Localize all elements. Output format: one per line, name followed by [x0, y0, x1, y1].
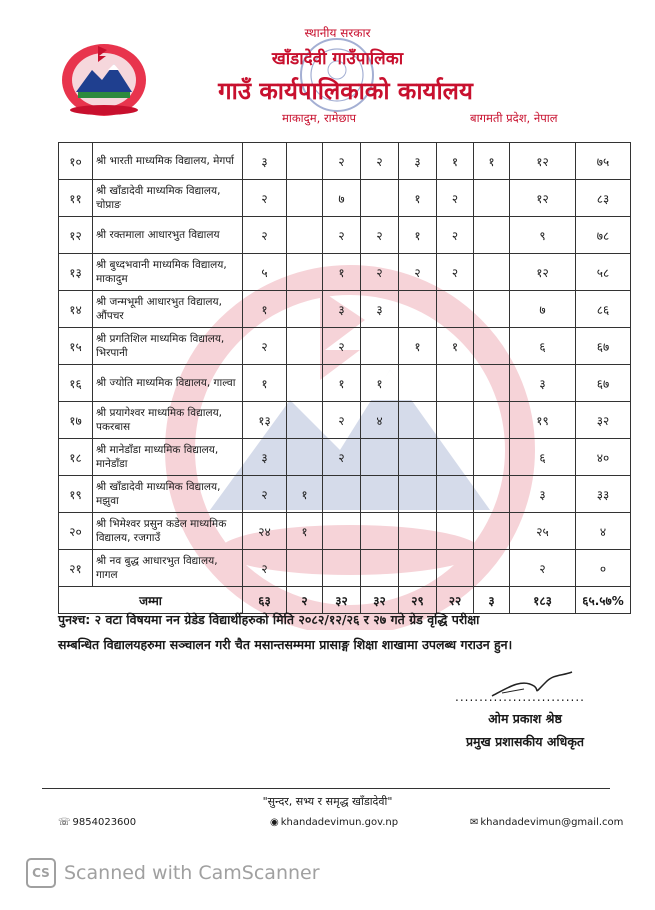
table-cell: [437, 513, 474, 550]
table-cell: [287, 291, 323, 328]
globe-icon: ◉: [270, 817, 279, 828]
table-cell: [437, 365, 474, 402]
school-name: श्री नव बुद्ध आधारभुत विद्यालय, गागल: [93, 550, 243, 587]
mail-icon: ✉: [470, 817, 479, 828]
table-cell: २: [323, 402, 361, 439]
website-text[interactable]: khandadevimun.gov.np: [280, 817, 399, 828]
school-name: श्री ज्योति माध्यमिक विद्यालय, गाल्वा: [93, 365, 243, 402]
results-table: [58, 142, 631, 614]
table-cell: २: [361, 254, 399, 291]
total-cell: २: [287, 587, 323, 614]
table-cell: १: [437, 143, 474, 180]
table-cell: ३: [243, 439, 287, 476]
table-cell: [287, 254, 323, 291]
table-cell: [474, 550, 510, 587]
table-cell: [474, 180, 510, 217]
school-name: श्री रक्तमाला आधारभुत विद्यालय: [93, 217, 243, 254]
table-cell: [437, 291, 474, 328]
postscript-note: [58, 607, 618, 657]
table-row: [59, 476, 631, 513]
table-cell: [361, 439, 399, 476]
school-name: श्री भिमेश्वर प्रसुन कडेल माध्यमिक विद्यालय, रजगाउँ: [93, 513, 243, 550]
row-serial: १५: [59, 328, 93, 365]
table-cell: [474, 402, 510, 439]
footer-divider: [42, 788, 610, 789]
signer-title: प्रमुख प्रशासकीय अधिकृत: [465, 734, 585, 749]
table-cell: [361, 180, 399, 217]
footer-email[interactable]: [470, 817, 623, 828]
table-row: [59, 291, 631, 328]
table-cell: १: [287, 513, 323, 550]
table-cell: ७८: [576, 217, 631, 254]
header-municipality: खाँडादेवी गाउँपालिका: [271, 49, 404, 69]
table-cell: १९: [510, 402, 576, 439]
table-cell: [474, 217, 510, 254]
table-cell: ८३: [576, 180, 631, 217]
table-cell: ३: [510, 476, 576, 513]
table-cell: १: [399, 180, 437, 217]
table-cell: २४: [243, 513, 287, 550]
table-row: [59, 254, 631, 291]
table-cell: [437, 550, 474, 587]
table-cell: [399, 291, 437, 328]
table-row: [59, 550, 631, 587]
table-cell: [287, 402, 323, 439]
table-cell: [474, 476, 510, 513]
row-serial: २०: [59, 513, 93, 550]
table-cell: ३: [361, 291, 399, 328]
table-cell: [399, 439, 437, 476]
table-cell: [287, 217, 323, 254]
total-cell: २९: [399, 587, 437, 614]
table-cell: ३: [243, 143, 287, 180]
header-location: माकादुम, रामेछाप: [282, 111, 357, 125]
table-cell: ७: [510, 291, 576, 328]
table-cell: १: [323, 365, 361, 402]
table-cell: [287, 550, 323, 587]
row-serial: ११: [59, 180, 93, 217]
table-cell: २: [437, 180, 474, 217]
table-cell: ३: [323, 291, 361, 328]
table-cell: २: [361, 217, 399, 254]
table-cell: ५: [243, 254, 287, 291]
table-cell: [399, 402, 437, 439]
table-row: [59, 180, 631, 217]
table-cell: २: [361, 143, 399, 180]
table-cell: ४: [576, 513, 631, 550]
table-cell: [323, 476, 361, 513]
table-cell: २: [243, 180, 287, 217]
table-cell: २: [323, 439, 361, 476]
school-name: श्री खाँडादेवी माध्यमिक विद्यालय, चोप्राङ: [93, 180, 243, 217]
table-row: [59, 365, 631, 402]
school-name: श्री भारती माध्यमिक विद्यालय, मेगर्पा: [93, 143, 243, 180]
table-cell: ४०: [576, 439, 631, 476]
header-office: गाउँ कार्यपालिकाको कार्यालय: [218, 77, 473, 105]
table-cell: ३३: [576, 476, 631, 513]
table-cell: १२: [510, 143, 576, 180]
table-cell: ३२: [576, 402, 631, 439]
total-cell: १८३: [510, 587, 576, 614]
table-cell: ३: [510, 365, 576, 402]
phone-number: 9854023600: [72, 817, 137, 828]
table-cell: २: [243, 476, 287, 513]
total-cell: २२: [437, 587, 474, 614]
table-row: [59, 513, 631, 550]
table-row: [59, 143, 631, 180]
table-cell: २: [437, 217, 474, 254]
table-row: [59, 402, 631, 439]
table-cell: [437, 476, 474, 513]
table-cell: ७५: [576, 143, 631, 180]
table-row: [59, 217, 631, 254]
row-serial: २१: [59, 550, 93, 587]
email-text[interactable]: khandadevimun@gmail.com: [480, 817, 624, 828]
table-cell: [474, 439, 510, 476]
table-cell: २: [323, 328, 361, 365]
table-cell: ७: [323, 180, 361, 217]
table-cell: २: [243, 217, 287, 254]
table-cell: [361, 550, 399, 587]
table-cell: १: [399, 217, 437, 254]
table-cell: [287, 365, 323, 402]
camscanner-watermark: [26, 858, 320, 888]
table-row: [59, 328, 631, 365]
table-cell: १: [437, 328, 474, 365]
table-cell: [474, 291, 510, 328]
signer-name: ओम प्रकाश श्रेष्ठ: [488, 711, 562, 726]
footer-phone: [58, 817, 136, 828]
header-province: बागमती प्रदेश, नेपाल: [470, 111, 558, 125]
row-serial: १४: [59, 291, 93, 328]
row-serial: १९: [59, 476, 93, 513]
table-cell: १: [361, 365, 399, 402]
table-cell: ६७: [576, 365, 631, 402]
total-cell: ६३: [243, 587, 287, 614]
table-cell: [474, 328, 510, 365]
row-serial: १०: [59, 143, 93, 180]
total-cell: ३२: [361, 587, 399, 614]
phone-icon: ☏: [58, 817, 71, 828]
table-cell: ५८: [576, 254, 631, 291]
table-cell: [399, 476, 437, 513]
table-cell: [323, 513, 361, 550]
table-cell: २: [323, 143, 361, 180]
table-cell: ८६: [576, 291, 631, 328]
school-name: श्री खाँडादेवी माध्यमिक विद्यालय, मझुवा: [93, 476, 243, 513]
header-government: स्थानीय सरकार: [304, 26, 371, 40]
school-name: श्री प्रगतिशिल माध्यमिक विद्यालय, भिरपानी: [93, 328, 243, 365]
table-cell: ६: [510, 439, 576, 476]
table-cell: १२: [510, 254, 576, 291]
table-cell: [399, 513, 437, 550]
row-serial: १२: [59, 217, 93, 254]
signature-line: ...........................: [455, 690, 585, 704]
note-line-1: पुनश्च: २ वटा विषयमा नन ग्रेडेड विद्यार्थीहरुको मिति २०८२/१२/२६ र २७ गते ग्रेड वृद्धि परीक्षा: [58, 612, 480, 627]
table-cell: [474, 254, 510, 291]
row-serial: १७: [59, 402, 93, 439]
camscanner-logo-icon: CS: [26, 858, 56, 888]
table-cell: [361, 476, 399, 513]
table-cell: [399, 550, 437, 587]
total-cell: ६५.५७%: [576, 587, 631, 614]
table-cell: [437, 402, 474, 439]
table-cell: ६: [510, 328, 576, 365]
table-cell: [361, 328, 399, 365]
camscanner-text: Scanned with CamScanner: [64, 862, 320, 884]
table-cell: [287, 143, 323, 180]
table-cell: ९: [510, 217, 576, 254]
table-cell: १: [474, 143, 510, 180]
table-cell: [323, 550, 361, 587]
school-name: श्री मानेडाँडा माध्यमिक विद्यालय, मानेडाँडा: [93, 439, 243, 476]
table-cell: १: [399, 328, 437, 365]
total-cell: ३२: [323, 587, 361, 614]
table-cell: २५: [510, 513, 576, 550]
total-cell: ३: [474, 587, 510, 614]
total-label: जम्मा: [59, 587, 243, 614]
table-cell: १: [323, 254, 361, 291]
row-serial: १८: [59, 439, 93, 476]
table-cell: २: [323, 217, 361, 254]
footer-website[interactable]: [270, 817, 398, 828]
table-cell: १: [287, 476, 323, 513]
table-cell: २: [510, 550, 576, 587]
table-cell: ४: [361, 402, 399, 439]
table-cell: [287, 328, 323, 365]
school-name: श्री प्रयागेश्वर माध्यमिक विद्यालय, पकरबास: [93, 402, 243, 439]
table-cell: २: [437, 254, 474, 291]
school-name: श्री बुध्दभवानी माध्यमिक विद्यालय, माकादुम: [93, 254, 243, 291]
table-cell: [437, 439, 474, 476]
table-cell: २: [399, 254, 437, 291]
school-name: श्री जन्मभूमी आधारभुत विद्यालय, औंपचर: [93, 291, 243, 328]
footer-slogan: "सुन्दर, सभ्य र समृद्ध खाँडादेवी": [262, 795, 393, 808]
table-cell: [399, 365, 437, 402]
table-cell: १३: [243, 402, 287, 439]
table-cell: [474, 513, 510, 550]
table-cell: [474, 365, 510, 402]
table-row: [59, 439, 631, 476]
table-cell: २: [243, 550, 287, 587]
table-cell: १: [243, 291, 287, 328]
table-cell: [361, 513, 399, 550]
table-cell: [287, 439, 323, 476]
table-cell: ०: [576, 550, 631, 587]
row-serial: १३: [59, 254, 93, 291]
table-cell: ३: [399, 143, 437, 180]
table-cell: १: [243, 365, 287, 402]
note-line-2: सम्बन्धित विद्यालयहरुमा सञ्चालन गरी चैत मसान्तसम्ममा प्रासाङ्ग शिक्षा शाखामा उपलब्ध गराउन हुन।: [58, 637, 513, 652]
table-cell: [287, 180, 323, 217]
table-cell: १२: [510, 180, 576, 217]
table-cell: ६७: [576, 328, 631, 365]
row-serial: १६: [59, 365, 93, 402]
table-cell: २: [243, 328, 287, 365]
